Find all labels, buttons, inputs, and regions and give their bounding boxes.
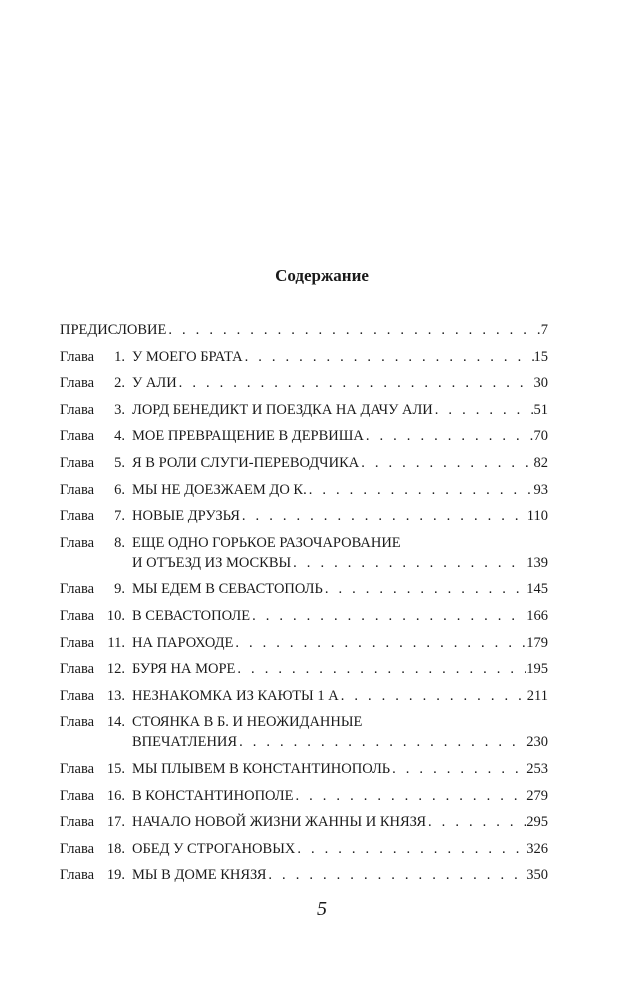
chapter-number: 3.: [114, 401, 125, 418]
chapter-label: Глава: [60, 687, 95, 704]
toc-line: [132, 786, 548, 806]
dot-leader: [339, 686, 527, 706]
chapter-title: ВПЕЧАТЛЕНИЯ: [132, 734, 238, 751]
chapter-number: 16.: [106, 787, 125, 804]
toc-entry-chapter-5[interactable]: [60, 453, 548, 473]
dot-leader: [250, 606, 526, 626]
chapter-page: 279: [526, 787, 548, 804]
chapter-label: Глава: [60, 840, 95, 857]
chapter-title: МОЕ ПРЕВРАЩЕНИЕ В ДЕРВИША: [132, 428, 364, 445]
toc-entry-content: [132, 347, 548, 367]
toc-entry-chapter-2[interactable]: [60, 373, 548, 393]
chapter-label: Глава: [60, 581, 95, 598]
chapter-number: 1.: [114, 348, 125, 365]
toc-entry-content: [60, 320, 548, 340]
chapter-title: ЕЩЕ ОДНО ГОРЬКОЕ РАЗОЧАРОВАНИЕ: [132, 534, 401, 551]
chapter-page: 70: [533, 428, 548, 445]
chapter-number: 5.: [114, 454, 125, 471]
chapter-page: 145: [526, 581, 548, 598]
chapter-label: Глава: [60, 401, 95, 418]
chapter-number: 7.: [114, 508, 125, 525]
chapter-title: В КОНСТАНТИНОПОЛЕ: [132, 787, 294, 804]
chapter-page: 139: [526, 554, 548, 571]
chapter-label: Глава: [60, 607, 95, 624]
toc-entry-content: [132, 839, 548, 859]
chapter-page: 253: [526, 760, 548, 777]
chapter-number: 6.: [114, 481, 125, 498]
toc-entry-chapter-17[interactable]: [60, 812, 548, 832]
dot-leader: [359, 453, 533, 473]
chapter-title: В СЕВАСТОПОЛЕ: [132, 607, 251, 624]
chapter-number: 8.: [114, 534, 125, 551]
dot-leader: [233, 633, 526, 653]
toc-entry-content: [132, 633, 548, 653]
chapter-title: НА ПАРОХОДЕ: [132, 634, 234, 651]
chapter-label: Глава: [60, 814, 95, 831]
chapter-page: 30: [533, 375, 548, 392]
dot-leader: [295, 839, 526, 859]
chapter-page: 93: [533, 481, 548, 498]
chapter-page: 295: [526, 814, 548, 831]
toc-line: [132, 686, 548, 706]
chapter-label: Глава: [60, 787, 95, 804]
chapter-page: 166: [526, 607, 548, 624]
toc-entry-preface[interactable]: [60, 320, 548, 340]
toc-entry-chapter-9[interactable]: [60, 579, 548, 599]
chapter-number: 4.: [114, 428, 125, 445]
toc-line: [132, 812, 548, 832]
chapter-number: 10.: [106, 607, 125, 624]
chapter-page: 110: [526, 508, 548, 525]
dot-leader: [293, 786, 526, 806]
chapter-title: МЫ В ДОМЕ КНЯЗЯ: [132, 867, 267, 884]
chapter-label: Глава: [60, 634, 95, 651]
toc-entry-chapter-12[interactable]: [60, 659, 548, 679]
toc-entry-content: [132, 506, 548, 526]
chapter-number: 15.: [106, 760, 125, 777]
toc-entry-chapter-3[interactable]: [60, 400, 548, 420]
chapter-label: Глава: [60, 348, 95, 365]
dot-leader: [240, 506, 527, 526]
chapter-title: Я В РОЛИ СЛУГИ-ПЕРЕВОДЧИКА: [132, 454, 360, 471]
toc-line: [132, 480, 548, 500]
toc-line: [132, 373, 548, 393]
chapter-title: БУРЯ НА МОРЕ: [132, 661, 236, 678]
toc-entry-content: [132, 533, 548, 573]
toc-line: [132, 712, 548, 732]
toc-line: [132, 865, 548, 885]
dot-leader: [237, 732, 526, 752]
toc-entry-content: [132, 480, 548, 500]
dot-leader: [266, 865, 526, 885]
toc-entry-chapter-14[interactable]: [60, 712, 548, 752]
dot-leader: [235, 659, 526, 679]
toc-entry-content: [132, 606, 548, 626]
chapter-number: 14.: [106, 714, 125, 731]
toc-entry-chapter-13[interactable]: [60, 686, 548, 706]
chapter-label: Глава: [60, 375, 95, 392]
toc-entry-content: [132, 659, 548, 679]
toc-line: [132, 553, 548, 573]
chapter-title: СТОЯНКА В Б. И НЕОЖИДАННЫЕ: [132, 714, 363, 731]
dot-leader: [364, 426, 534, 446]
chapter-title: МЫ ПЛЫВЕМ В КОНСТАНТИНОПОЛЬ: [132, 760, 391, 777]
toc-entry-chapter-1[interactable]: [60, 347, 548, 367]
chapter-page: 230: [526, 734, 548, 751]
toc-line: [132, 533, 548, 553]
dot-leader: [323, 579, 526, 599]
toc-entry-chapter-18[interactable]: [60, 839, 548, 859]
page-number: 5: [317, 898, 327, 920]
dot-leader: [307, 480, 534, 500]
chapter-title: ОБЕД У СТРОГАНОВЫХ: [132, 840, 296, 857]
toc-line: [132, 347, 548, 367]
dot-leader: [177, 373, 534, 393]
toc-entry-chapter-15[interactable]: [60, 759, 548, 779]
chapter-title: МЫ НЕ ДОЕЗЖАЕМ ДО К.: [132, 481, 307, 498]
chapter-number: 9.: [114, 581, 125, 598]
chapter-title: У МОЕГО БРАТА: [132, 348, 243, 365]
dot-leader: [166, 320, 540, 340]
toc-line: [132, 732, 548, 752]
toc-entry-page: 7: [540, 322, 548, 338]
dot-leader: [426, 812, 526, 832]
chapter-number: 18.: [106, 840, 125, 857]
toc-entry-content: [132, 426, 548, 446]
toc-entry-content: [132, 712, 548, 752]
toc-line: [60, 320, 548, 340]
toc-entry-content: [132, 686, 548, 706]
chapter-number: 11.: [107, 634, 125, 651]
chapter-label: Глава: [60, 428, 95, 445]
chapter-page: 195: [526, 661, 548, 678]
chapter-label: Глава: [60, 867, 95, 884]
toc-entry-chapter-7[interactable]: [60, 506, 548, 526]
toc-entry-chapter-10[interactable]: [60, 606, 548, 626]
toc-entry-chapter-16[interactable]: [60, 786, 548, 806]
toc-line: [132, 606, 548, 626]
chapter-title: НОВЫЕ ДРУЗЬЯ: [132, 508, 240, 525]
toc-entry-content: [132, 579, 548, 599]
toc-entry-content: [132, 812, 548, 832]
chapter-label: Глава: [60, 534, 95, 551]
toc-entry-chapter-11[interactable]: [60, 633, 548, 653]
toc-line: [132, 400, 548, 420]
table-of-contents: [60, 320, 548, 892]
toc-entry-chapter-19[interactable]: [60, 865, 548, 885]
chapter-title: И ОТЪЕЗД ИЗ МОСКВЫ: [132, 554, 292, 571]
toc-line: [132, 633, 548, 653]
toc-line: [132, 426, 548, 446]
chapter-title: У АЛИ: [132, 375, 177, 392]
chapter-page: 15: [533, 348, 548, 365]
chapter-page: 179: [526, 634, 548, 651]
chapter-number: 2.: [114, 375, 125, 392]
dot-leader: [243, 347, 534, 367]
toc-entry-content: [132, 865, 548, 885]
chapter-label: Глава: [60, 760, 95, 777]
toc-entry-chapter-4[interactable]: [60, 426, 548, 446]
toc-line: [132, 453, 548, 473]
toc-entry-content: [132, 759, 548, 779]
chapter-page: 211: [526, 687, 548, 704]
chapter-label: Глава: [60, 508, 95, 525]
toc-entry-content: [132, 786, 548, 806]
chapter-number: 19.: [106, 867, 125, 884]
chapter-number: 12.: [106, 661, 125, 678]
chapter-label: Глава: [60, 454, 95, 471]
chapter-page: 51: [533, 401, 548, 418]
chapter-title: НАЧАЛО НОВОЙ ЖИЗНИ ЖАННЫ И КНЯЗЯ: [132, 814, 427, 831]
chapter-title: МЫ ЕДЕМ В СЕВАСТОПОЛЬ: [132, 581, 323, 598]
dot-leader: [433, 400, 534, 420]
toc-line: [132, 839, 548, 859]
toc-line: [132, 579, 548, 599]
chapter-number: 13.: [106, 687, 125, 704]
page-title: Содержание: [275, 266, 369, 285]
dot-leader: [390, 759, 526, 779]
chapter-title: НЕЗНАКОМКА ИЗ КАЮТЫ 1 А: [132, 687, 339, 704]
toc-entry-content: [132, 373, 548, 393]
chapter-label: Глава: [60, 481, 95, 498]
chapter-label: Глава: [60, 714, 95, 731]
toc-entry-content: [132, 453, 548, 473]
dot-leader: [291, 553, 526, 573]
toc-entry-chapter-8[interactable]: [60, 533, 548, 573]
chapter-number: 17.: [106, 814, 125, 831]
chapter-label: Глава: [60, 661, 95, 678]
chapter-page: 326: [526, 840, 548, 857]
chapter-page: 350: [526, 867, 548, 884]
toc-line: [132, 659, 548, 679]
toc-line: [132, 506, 548, 526]
toc-line: [132, 759, 548, 779]
toc-entry-chapter-6[interactable]: [60, 480, 548, 500]
toc-entry-title: ПРЕДИСЛОВИЕ: [60, 322, 167, 338]
chapter-title: ЛОРД БЕНЕДИКТ И ПОЕЗДКА НА ДАЧУ АЛИ: [132, 401, 433, 418]
chapter-page: 82: [533, 454, 548, 471]
toc-entry-content: [132, 400, 548, 420]
